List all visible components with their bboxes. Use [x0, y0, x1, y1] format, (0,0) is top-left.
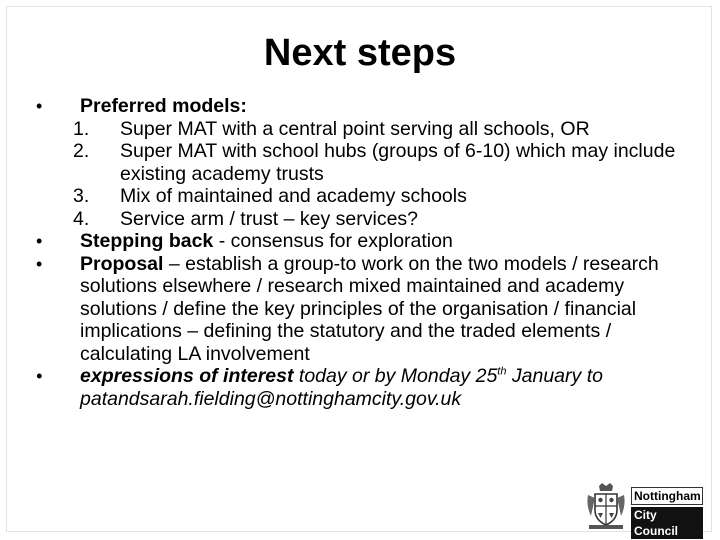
model-item — [30, 208, 690, 231]
bullet-dot-icon: • — [36, 96, 43, 116]
bullet-text: today or by Monday 25 — [293, 365, 498, 387]
bullet-label: Proposal — [80, 252, 164, 275]
bullet-text: - consensus for exploration — [213, 230, 453, 252]
bullet-preferred-models — [30, 95, 690, 118]
bullet-label: Preferred models: — [80, 95, 247, 117]
bullet-dot-icon: • — [36, 231, 43, 251]
model-item — [30, 140, 690, 185]
model-number: 2. — [73, 140, 90, 162]
bullet-proposal — [30, 253, 690, 366]
slide-body — [30, 95, 690, 410]
bullet-text: January to patandsarah.fielding@nottinghamcity.gov.uk — [80, 365, 603, 410]
bullet-dot-icon: • — [36, 366, 43, 386]
bullet-label: Stepping back — [80, 230, 214, 252]
model-number: 3. — [73, 185, 90, 207]
bullet-text: – establish a group-to work on the two models / research solutions elsewhere / research mixed maintained and academy solutions / define the key principles of the organisation / financial implications – defining the statutory and the traded elements / calculating LA involvement — [80, 252, 659, 365]
model-number: 4. — [73, 207, 90, 230]
ordinal-suffix: th — [497, 365, 507, 378]
model-number: 1. — [73, 117, 90, 140]
council-nameplate — [631, 487, 703, 539]
model-text: Mix of maintained and academy schools — [120, 185, 467, 207]
model-text: Super MAT with a central point serving all schools, OR — [120, 117, 590, 140]
model-text: Super MAT with school hubs (groups of 6-10) which may include existing academy trusts — [120, 140, 676, 185]
bullet-stepping-back — [30, 230, 690, 253]
nottingham-city-council-logo — [585, 482, 703, 538]
model-text: Service arm / trust – key services? — [120, 207, 419, 230]
logo-line-1: Nottingham — [631, 487, 703, 505]
coat-of-arms-icon — [585, 482, 627, 530]
model-item — [30, 118, 690, 141]
bullet-label: expressions of interest — [80, 365, 294, 387]
logo-line-2: City Council — [631, 507, 703, 539]
model-item — [30, 185, 690, 208]
bullet-dot-icon: • — [36, 253, 43, 274]
bullet-expressions-of-interest — [30, 365, 690, 410]
slide-title: Next steps — [263, 32, 457, 74]
